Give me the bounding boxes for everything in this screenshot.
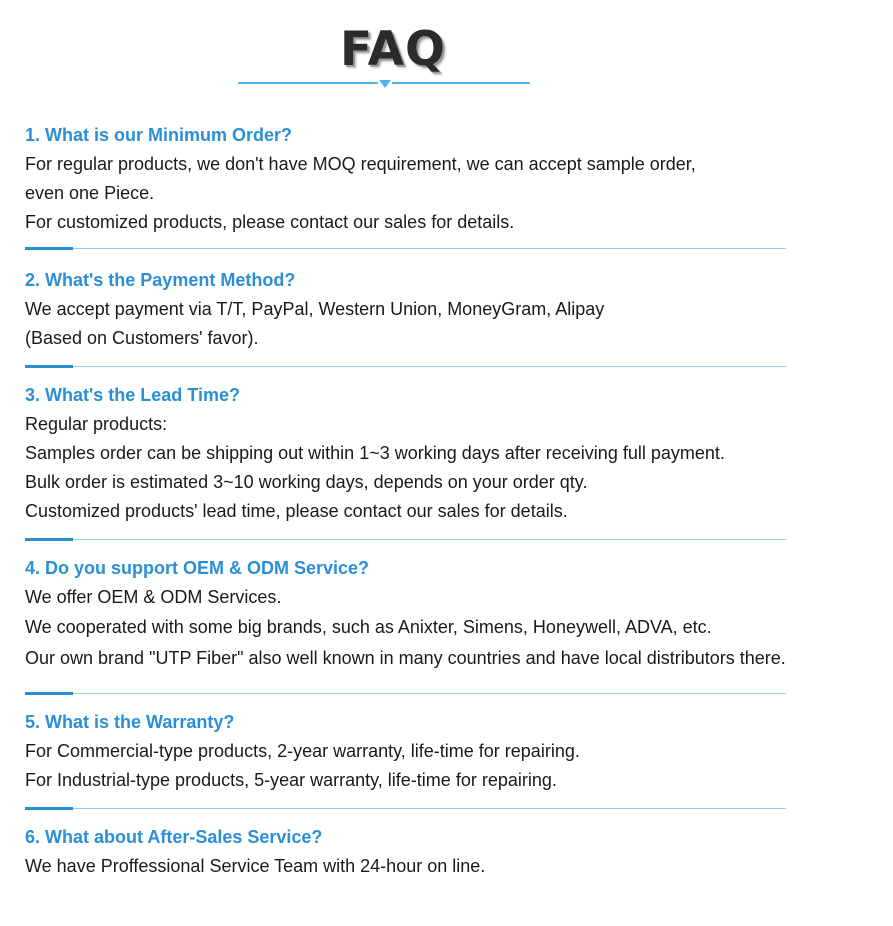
faq-question: 1. What is our Minimum Order? xyxy=(25,125,293,145)
faq-answer-line: Customized products' lead time, please contact our sales for details. xyxy=(25,501,568,521)
faq-question: 6. What about After-Sales Service? xyxy=(25,827,323,847)
faq-answer-line: We offer OEM & ODM Services. xyxy=(25,587,282,607)
divider-accent xyxy=(25,807,73,810)
faq-answer-line: We accept payment via T/T, PayPal, Western Union, MoneyGram, Alipay xyxy=(25,299,605,319)
divider-accent xyxy=(25,692,73,695)
faq-answer-line: Samples order can be shipping out within 1~3 working days after receiving full payment. xyxy=(25,443,725,463)
faq-question: 3. What's the Lead Time? xyxy=(25,385,240,405)
divider-accent xyxy=(25,538,73,541)
section-divider xyxy=(25,539,786,540)
faq-item-minimum-order xyxy=(25,121,885,237)
title-underline-right xyxy=(392,82,530,84)
faq-answer-line: For Industrial-type products, 5-year warranty, life-time for repairing. xyxy=(25,770,557,790)
faq-answer-line: even one Piece. xyxy=(25,183,155,203)
faq-answer-line: We have Proffessional Service Team with 24-hour on line. xyxy=(25,856,486,876)
faq-item-payment-method xyxy=(25,266,885,353)
section-divider xyxy=(25,248,786,249)
divider-accent xyxy=(25,365,73,368)
faq-answer-line: Our own brand "UTP Fiber" also well known in many countries and have local distributors there. xyxy=(25,647,786,668)
faq-item-warranty xyxy=(25,708,885,795)
faq-item-after-sales xyxy=(25,823,885,881)
faq-item-oem-odm xyxy=(25,554,885,673)
faq-question: 4. Do you support OEM & ODM Service? xyxy=(25,558,370,578)
page-title: FAQ xyxy=(339,22,447,77)
section-divider xyxy=(25,366,786,367)
faq-answer-line: We cooperated with some big brands, such as Anixter, Simens, Honeywell, ADVA, etc. xyxy=(25,617,712,637)
faq-answer-line: For customized products, please contact our sales for details. xyxy=(25,212,515,232)
faq-item-lead-time xyxy=(25,381,885,526)
section-divider xyxy=(25,693,786,694)
title-underline-left xyxy=(238,82,378,84)
faq-answer-line: (Based on Customers' favor). xyxy=(25,328,259,348)
faq-question: 2. What's the Payment Method? xyxy=(25,270,296,290)
faq-answer-line: For regular products, we don't have MOQ requirement, we can accept sample order, xyxy=(25,154,696,174)
faq-answer-line: Bulk order is estimated 3~10 working days, depends on your order qty. xyxy=(25,472,588,492)
section-divider xyxy=(25,808,786,809)
title-arrow-icon xyxy=(379,80,391,88)
faq-question: 5. What is the Warranty? xyxy=(25,712,235,732)
faq-answer-line: Regular products: xyxy=(25,414,168,434)
faq-answer-line: For Commercial-type products, 2-year warranty, life-time for repairing. xyxy=(25,741,580,761)
divider-accent xyxy=(25,247,73,250)
